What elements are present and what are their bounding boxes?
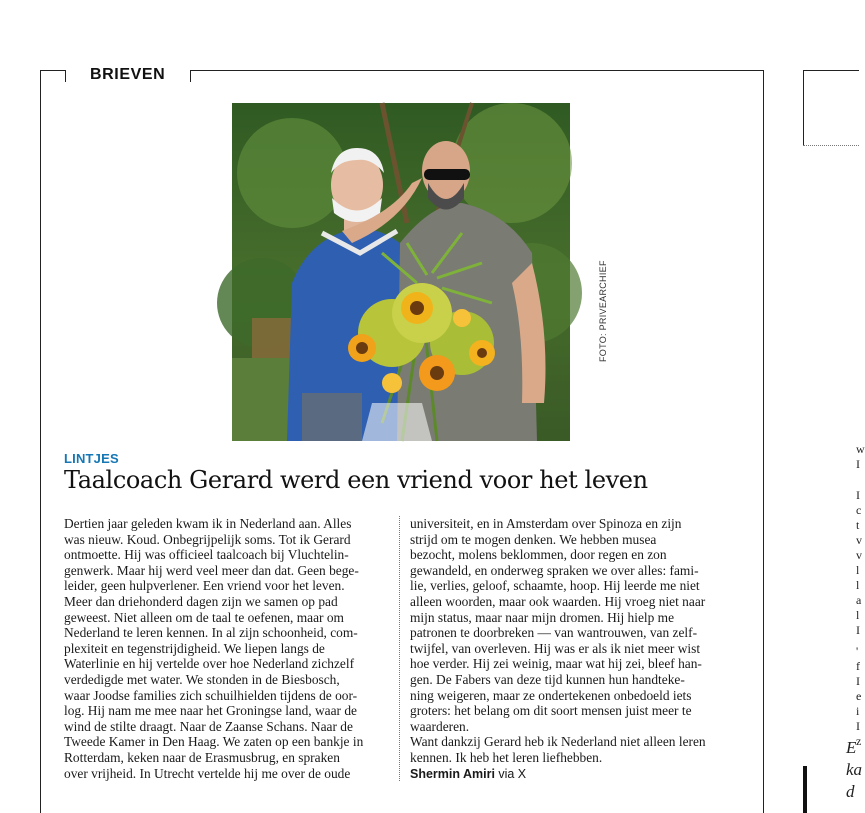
frame-right-rule	[763, 70, 764, 813]
article-column-1	[64, 516, 400, 781]
article-column-2	[410, 516, 746, 782]
neighbor-fragment: e	[856, 689, 862, 703]
article-line: leider, geen hulpverlener. Een vriend voor het leven.	[64, 578, 345, 594]
article-line: strijd om te mogen denken. We hebben musea	[410, 531, 657, 547]
neighbor-italic-line: ka	[846, 760, 863, 779]
article-line: over vrijheid. In Utrecht vertelde hij me over de oude	[64, 765, 351, 781]
article-line: verdedigde met water. We stonden in de Biesbosch,	[64, 671, 340, 687]
signature-name: Shermin Amiri	[410, 766, 495, 781]
article-line: geweest. Niet alleen om de taal te oefenen, maar om	[64, 609, 344, 625]
frame-left-rule	[40, 70, 41, 813]
neighbor-fragment: z	[856, 734, 862, 748]
neighbor-frame-left	[803, 70, 804, 145]
frame-top-left-rule	[40, 70, 66, 71]
signature-via: via X	[498, 766, 527, 781]
article-line: waarderen.	[410, 718, 470, 734]
article-line: patronen te doorbreken — van wantrouwen, van zelf-	[410, 625, 698, 641]
neighbor-fragment: l	[856, 608, 860, 622]
article-kicker: LINTJES	[64, 451, 119, 466]
article-line: hoe verder. Hij zei weinig, maar wat hij zei, bleef han-	[410, 656, 702, 672]
neighbor-fragment: c	[856, 503, 862, 517]
neighbor-quote-bar	[803, 766, 807, 813]
neighbor-fragment: I	[856, 488, 860, 502]
article-line: alleen woorden, maar ook waarden. Hij vroeg niet naar	[410, 593, 706, 609]
neighbor-fragment: i	[856, 704, 860, 718]
column-divider	[399, 516, 400, 781]
neighbor-fragment: t	[856, 518, 860, 532]
article-line: Meer dan driehonderd dagen zijn we samen op pad	[64, 593, 338, 609]
article-line: kennen. Ik heb het leren liefhebben.	[410, 749, 603, 765]
article-line: bezocht, molens beklommen, door regen en zon	[410, 547, 667, 563]
article-line: plexiteit en tegenstrijdigheid. We liepen langs de	[64, 640, 325, 656]
neighbor-fragment: l	[856, 563, 860, 577]
neighbor-italic-line: E	[846, 738, 857, 757]
article-line: mijn status, maar naar mijn dromen. Hij hielp me	[410, 609, 675, 625]
article-line: Dertien jaar geleden kwam ik in Nederland aan. Alles	[64, 516, 352, 531]
article-line: twijfel, van overleven. Hij was er als ik niet meer wist	[410, 640, 701, 656]
neighbor-fragment: w	[856, 442, 865, 456]
photo-credit	[598, 260, 608, 365]
article-line: waar Joodse families zich schuilhielden tijdens de oor-	[64, 687, 358, 703]
neighbor-fragment: a	[856, 593, 862, 607]
neighbor-fragment: I	[856, 674, 860, 688]
article-line: genwerk. Maar hij werd veel meer dan dat. Geen bege-	[64, 562, 359, 578]
neighbor-fragment: '	[856, 644, 859, 658]
neighbor-fragment: l	[856, 578, 860, 592]
article-line: wind de stilte draagt. Naar de Zaanse Schans. Naar de	[64, 718, 353, 734]
article-line: Want dankzij Gerard heb ik Nederland niet alleen leren	[410, 734, 706, 750]
article-line: log. Hij nam me mee naar het Groningse land, waar de	[64, 703, 358, 719]
neighbor-dotted-rule	[803, 145, 859, 146]
article-line: gewandeld, en onderweg spraken we over alles: fami-	[410, 562, 699, 578]
article-line: Tweede Kamer in Den Haag. We zaten op een bankje in	[64, 734, 364, 750]
neighbor-frame-top	[803, 70, 859, 71]
article-line: was nieuw. Koud. Onbegrijpelijk soms. Tot ik Gerard	[64, 531, 351, 547]
article-signature	[410, 766, 746, 783]
article-line: Rotterdam, keken naar de Erasmusbrug, en spraken	[64, 749, 340, 765]
article-line: gen. De Fabers van deze tijd kunnen hun handteke-	[410, 671, 685, 687]
neighbor-fragment: v	[856, 548, 862, 562]
article-line: universiteit, en in Amsterdam over Spinoza en zijn	[410, 516, 682, 531]
neighbor-fragment: I	[856, 719, 860, 733]
neighbor-fragment: f	[856, 659, 860, 673]
frame-tick-right	[190, 70, 191, 82]
article-photo	[232, 103, 570, 441]
article-headline: Taalcoach Gerard werd een vriend voor het leven	[64, 466, 648, 494]
article-line: Waterlinie en hij vertelde over hoe Nederland zichzelf	[64, 656, 355, 672]
neighbor-fragment: I	[856, 457, 860, 471]
photo-credit-text: FOTO: PRIVEARCHIEF	[598, 260, 608, 362]
neighbor-fragment: I	[856, 623, 860, 637]
frame-tick-left	[65, 70, 66, 82]
article-line: ontmoette. Hij was officieel taalcoach bij Vluchtelin-	[64, 547, 349, 563]
neighbor-italic-line: d	[846, 782, 855, 801]
frame-top-right-rule	[190, 70, 764, 71]
article-line: groters: het belang om dit soort mensen juist meer te	[410, 703, 692, 719]
article-line: Nederland te leren kennen. In al zijn schoonheid, com-	[64, 625, 358, 641]
section-label: BRIEVEN	[90, 66, 166, 83]
article-line: lie, verlies, geloof, schaamte, hoop. Hij leerde me niet	[410, 578, 700, 594]
article-line: ning weigeren, maar ze ondertekenen onbedoeld iets	[410, 687, 692, 703]
neighbor-fragment: v	[856, 533, 862, 547]
neighbor-italic-quote	[846, 737, 862, 803]
